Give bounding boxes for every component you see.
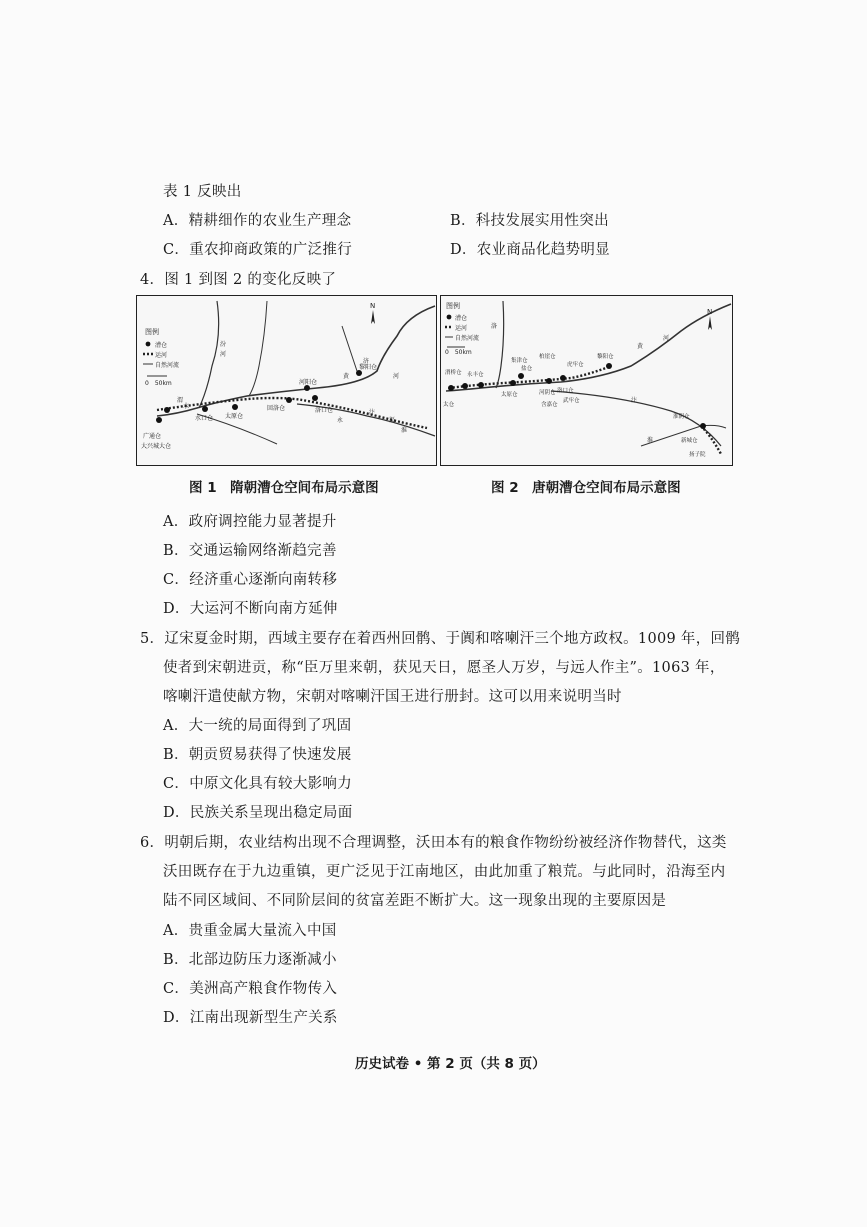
fig2-label-jijincang: 集津仓 <box>511 358 528 364</box>
fig2-label-liyangcang: 黎阳仓 <box>597 354 614 360</box>
page-footer: 历史试卷 • 第 2 页（共 8 页） <box>355 1056 546 1072</box>
fig2-granary-heyin <box>546 378 552 384</box>
fig2-legend-granary: 漕仓 <box>455 315 468 322</box>
fig1-label-guangtongcang: 广通仓 <box>143 433 162 440</box>
fig1-granary-huiluo <box>286 397 292 403</box>
q3-option-c: C．重农抑商政策的广泛推行 <box>163 242 352 258</box>
fig1-legend-river: 自然河流 <box>155 362 180 369</box>
q6-option-c: C．美洲高产粮食作物传入 <box>163 981 338 997</box>
figure-1-map-svg <box>137 296 436 465</box>
fig2-legend-title: 图例 <box>446 302 460 310</box>
fig1-label-shui: 水 <box>183 403 190 410</box>
fig2-legend-canal: 运河 <box>455 325 468 332</box>
fig1-legend-title: 图例 <box>145 328 159 336</box>
q5-option-b: B．朝贡贸易获得了快速发展 <box>163 747 352 763</box>
q6-stem-line-3: 陆不同区域间、不同阶层间的贫富差距不断扩大。这一现象出现的主要原因是 <box>163 893 667 909</box>
fig2-label-taiyuancang: 太原仓 <box>501 392 518 398</box>
fig1-label-heyangcang: 河阳仓 <box>299 379 318 386</box>
fig2-granary-xincheng <box>700 423 706 429</box>
fig2-granary-weiqiao <box>462 383 468 389</box>
fig2-granary-yongfeng <box>478 382 484 388</box>
fig1-label-fen: 汾 <box>220 341 227 348</box>
q4-stem: 4．图 1 到图 2 的变化反映了 <box>140 272 337 288</box>
fig1-label-shuikoucang: 水口仓 <box>195 415 214 422</box>
fig1-label-wei: 渭 <box>177 397 184 404</box>
fig2-label-weiqiaocang: 渭桥仓 <box>445 370 462 376</box>
fig1-label-daxingcheng: 大兴城大仓 <box>141 443 172 450</box>
q5-option-c: C．中原文化具有较大影响力 <box>163 776 352 792</box>
fig2-label-yancang: 盐仓 <box>521 366 533 372</box>
fig2-granary-taiyuan <box>510 380 516 386</box>
q5-option-a: A．大一统的局面得到了巩固 <box>163 718 352 734</box>
fig2-label-yongfengcang: 永丰仓 <box>467 372 484 378</box>
q3-stem-tail: 表 1 反映出 <box>163 184 242 200</box>
q5-option-d: D．民族关系呈现出稳定局面 <box>163 805 353 821</box>
figure-1-caption: 图 1 隋朝漕仓空间布局示意图 <box>189 480 379 496</box>
q5-stem-line-1: 5．辽宋夏金时期，西域主要存在着西州回鹘、于阗和喀喇汗三个地方政权。1009 年，回鹘 <box>140 631 741 647</box>
fig1-legend-canal: 运河 <box>155 352 168 359</box>
q4-option-a: A．政府调控能力显著提升 <box>163 514 337 530</box>
q6-stem-line-2: 沃田既存在于九边重镇，更广泛见于江南地区，由此加重了粮荒。与此同时，沿海至内 <box>163 864 726 880</box>
fig2-granary-taicang <box>448 385 454 391</box>
fig2-label-taicang: 太仓 <box>443 402 455 408</box>
fig1-label-huiluocang: 回洛仓 <box>267 405 286 412</box>
fig2-granary-luokou <box>560 375 566 381</box>
q5-stem-line-3: 喀喇汗遣使献方物，宋朝对喀喇汗国王进行册封。这可以用来说明当时 <box>163 689 622 705</box>
fig2-scale: 0 50km <box>445 349 472 356</box>
q6-option-b: B．北部边防压力逐渐减小 <box>163 952 337 968</box>
fig2-label-heyincang: 河阴仓 <box>539 390 556 396</box>
q6-stem-line-1: 6．明朝后期，农业结构出现不合理调整，沃田本有的粮食作物纷纷被经济作物替代，这类 <box>140 835 727 851</box>
fig1-label-he: 河 <box>220 351 227 358</box>
fig2-legend-river: 自然河流 <box>455 335 480 342</box>
fig2-label-huaiyincang: 淮阴仓 <box>673 414 690 420</box>
fig1-legend-granary: 漕仓 <box>155 342 168 349</box>
q4-option-b: B．交通运输网络渐趋完善 <box>163 543 337 559</box>
fig2-label-luokoucang: 洛口仓 <box>557 388 574 394</box>
q6-option-a: A．贵重金属大量流入中国 <box>163 923 337 939</box>
fig2-label-xinchengcang: 新城仓 <box>681 438 698 444</box>
fig1-scale: 0 50km <box>145 380 172 387</box>
fig2-label-baiyacang: 柏崖仓 <box>539 354 556 360</box>
q3-option-b: B．科技发展实用性突出 <box>450 213 609 229</box>
fig2-granary-jijin <box>518 373 524 379</box>
fig2-granary-liyang <box>606 363 612 369</box>
fig1-label-yong: 永 <box>337 417 344 424</box>
fig1-granary-shuikou <box>202 406 208 412</box>
fig1-label-qu: 渠 <box>389 417 396 424</box>
fig1-granary-daxingcheng <box>156 417 162 423</box>
fig1-label-bian: 汴 <box>369 409 376 416</box>
fig2-label-huang: 黄 <box>637 343 644 350</box>
figure-2-map-svg <box>441 296 732 465</box>
fig1-granary-guangtong <box>164 407 170 413</box>
q4-option-d: D．大运河不断向南方延伸 <box>163 601 338 617</box>
q3-option-d: D．农业商品化趋势明显 <box>450 242 610 258</box>
figure-2-caption: 图 2 唐朝漕仓空间布局示意图 <box>491 480 681 496</box>
fig1-label-huang: 黄 <box>343 373 350 380</box>
q6-option-d: D．江南出现新型生产关系 <box>163 1010 338 1026</box>
fig2-compass: N <box>707 308 713 316</box>
fig2-label-hulaocang: 虎牢仓 <box>567 362 584 368</box>
q5-stem-line-2: 使者到宋朝进贡，称“臣万里来朝，获见天日，愿圣人万岁，与远人作主”。1063 年， <box>163 660 725 676</box>
fig2-label-huai: 淮 <box>647 437 654 444</box>
fig2-label-hanjiacang: 含嘉仓 <box>541 402 558 408</box>
q3-option-a: A．精耕细作的农业生产理念 <box>163 213 352 229</box>
fig2-label-yangziyuan: 扬子院 <box>689 452 706 458</box>
fig1-granary-taiyuan <box>232 404 238 410</box>
fig2-label-bian: 汴 <box>631 397 638 404</box>
fig2-label-wulaocang: 武牢仓 <box>563 398 580 404</box>
figure-2-tang-granary-map <box>440 295 733 466</box>
fig2-label-he: 河 <box>663 335 670 342</box>
fig1-label-taiyuancang: 太原仓 <box>225 413 244 420</box>
fig1-label-luokoucang: 洛口仓 <box>315 407 334 414</box>
fig1-label-huai: 淮 <box>401 427 408 434</box>
fig1-granary-luokou <box>312 395 318 401</box>
q4-option-c: C．经济重心逐渐向南转移 <box>163 572 338 588</box>
fig1-label-liyangcang: 黎阳仓 <box>359 364 378 371</box>
fig1-label-ji: 济 <box>363 358 370 365</box>
fig1-compass: N <box>370 302 376 310</box>
fig1-label-he2: 河 <box>393 373 400 380</box>
fig2-label-luo: 洛 <box>491 323 498 330</box>
figure-1-sui-granary-map <box>136 295 437 466</box>
